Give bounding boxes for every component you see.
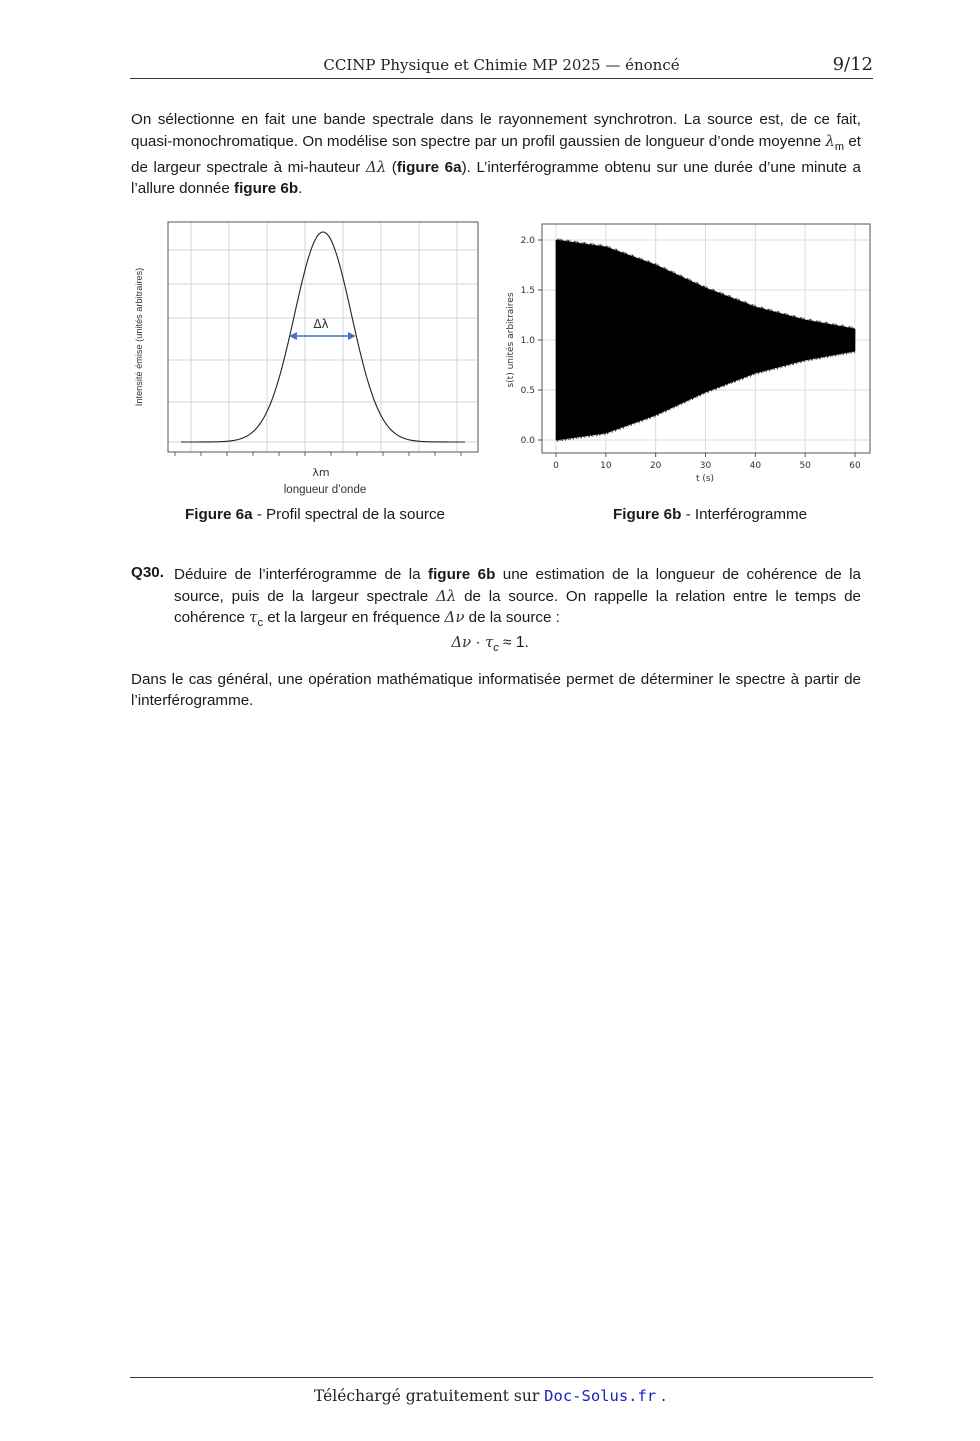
q30-text-5: de la source :: [464, 609, 560, 626]
figure-6a-frame: [168, 222, 478, 452]
y-axis-label: Intensité émise (unités arbitraires): [134, 267, 144, 407]
fwhm-arrow-head-right: [348, 332, 356, 340]
formula-delta-nu: Δν: [451, 633, 472, 651]
q30-tau-subscript: c: [257, 617, 263, 629]
y-tick-label-0: 0.0: [520, 436, 535, 446]
x-tick-label-1: 10: [600, 461, 612, 471]
lambda-subscript: m: [834, 140, 845, 153]
formula-rhs: ≈ 1.: [498, 634, 529, 651]
q30-text-3: de la source. On rappelle la relation entre le temps de cohérence: [174, 587, 861, 626]
doc-solus-link[interactable]: Doc-Solus.fr: [544, 1387, 657, 1405]
q30-figure-reference: figure 6b: [428, 566, 496, 583]
figure-6a-caption-text: - Profil spectral de la source: [252, 506, 445, 523]
figure-6b-reference: figure 6b: [234, 179, 299, 197]
intro-text-4: ). L’interférogramme obtenu sur une durée d’une minute a l’allure donnée: [131, 159, 861, 197]
q30-text-4: et la largeur en fréquence: [262, 609, 445, 626]
x-tick-label-5: 50: [799, 461, 811, 471]
question-number: Q30.: [131, 564, 164, 581]
footer-text: Téléchargé gratuitement sur: [313, 1387, 545, 1405]
x-axis-label: longueur d’onde: [283, 484, 367, 496]
x-tick-label-2: 20: [649, 461, 662, 471]
figure-6b-chart: [500, 210, 880, 500]
figure-6b-caption-text: - Interférogramme: [681, 506, 808, 523]
q30-tau: τ: [249, 608, 258, 626]
y-axis-label: s(t) unités arbitraires: [506, 292, 516, 388]
formula-tau: τ: [484, 633, 494, 651]
formula-tau-subscript: c: [493, 642, 499, 654]
figure-6b-caption: [613, 506, 807, 523]
y-tick-label-1: 0.5: [520, 386, 535, 396]
spectral-profile-curve: [181, 232, 465, 442]
conclusion-paragraph: Dans le cas général, une opération mathématique informatisée permet de déterminer le spectre à partir de l’interférogramme.: [131, 671, 861, 709]
q30-text-2: une estimation de la longueur de cohérence de la source, puis de la largeur spectrale: [174, 566, 861, 605]
x-tick-label-0: 0: [553, 461, 559, 471]
figure-6a-chart: [125, 210, 495, 500]
figure-6a-reference: figure 6a: [396, 159, 462, 176]
question-30-text: [174, 564, 861, 635]
q30-delta-nu: Δν: [444, 608, 465, 626]
y-tick-label-2: 1.0: [520, 336, 535, 346]
y-tick-label-4: 2.0: [520, 236, 535, 246]
figure-6b-caption-label: Figure 6b: [613, 506, 682, 523]
q30-delta-lambda: Δλ: [435, 586, 457, 605]
footer-end: .: [656, 1387, 667, 1405]
page-number: 9/12: [832, 54, 873, 75]
figure-6a-grid: [168, 222, 478, 456]
coherence-relation-formula: [0, 633, 980, 654]
q30-text-1: Déduire de l’interférogramme de la: [174, 566, 429, 583]
intro-text-2: et de largeur spectrale à mi-hauteur: [131, 132, 861, 176]
x-tick-label-6: 60: [849, 461, 861, 471]
x-tick-label-3: 30: [699, 461, 712, 471]
intro-text-3: (: [386, 159, 397, 176]
figure-6a-caption-label: Figure 6a: [185, 506, 253, 523]
header-title: CCINP Physique et Chimie MP 2025 — énoncé: [323, 56, 680, 74]
footer-divider: [130, 1377, 873, 1378]
fwhm-label: Δλ: [313, 317, 329, 331]
intro-paragraph: [131, 110, 861, 199]
x-tick-lambda-m: λm: [312, 466, 330, 479]
x-tick-label-4: 40: [749, 461, 762, 471]
intro-text-5: .: [298, 179, 303, 197]
x-axis-label: t (s): [695, 474, 715, 484]
page-footer: [0, 1387, 980, 1405]
formula-dot: ·: [471, 634, 485, 651]
y-tick-label-3: 1.5: [520, 286, 535, 296]
figure-6a-caption: [185, 506, 445, 523]
page-header: [130, 54, 873, 79]
delta-lambda-symbol: Δλ: [365, 158, 387, 176]
lambda-symbol: λ: [825, 131, 835, 150]
intro-text-1: On sélectionne en fait une bande spectrale dans le rayonnement synchrotron. La source est, de ce fait, quasi-monochromatique. On modélise son spectre par un profil gaussien de longueur d’onde moyenne: [131, 111, 861, 150]
